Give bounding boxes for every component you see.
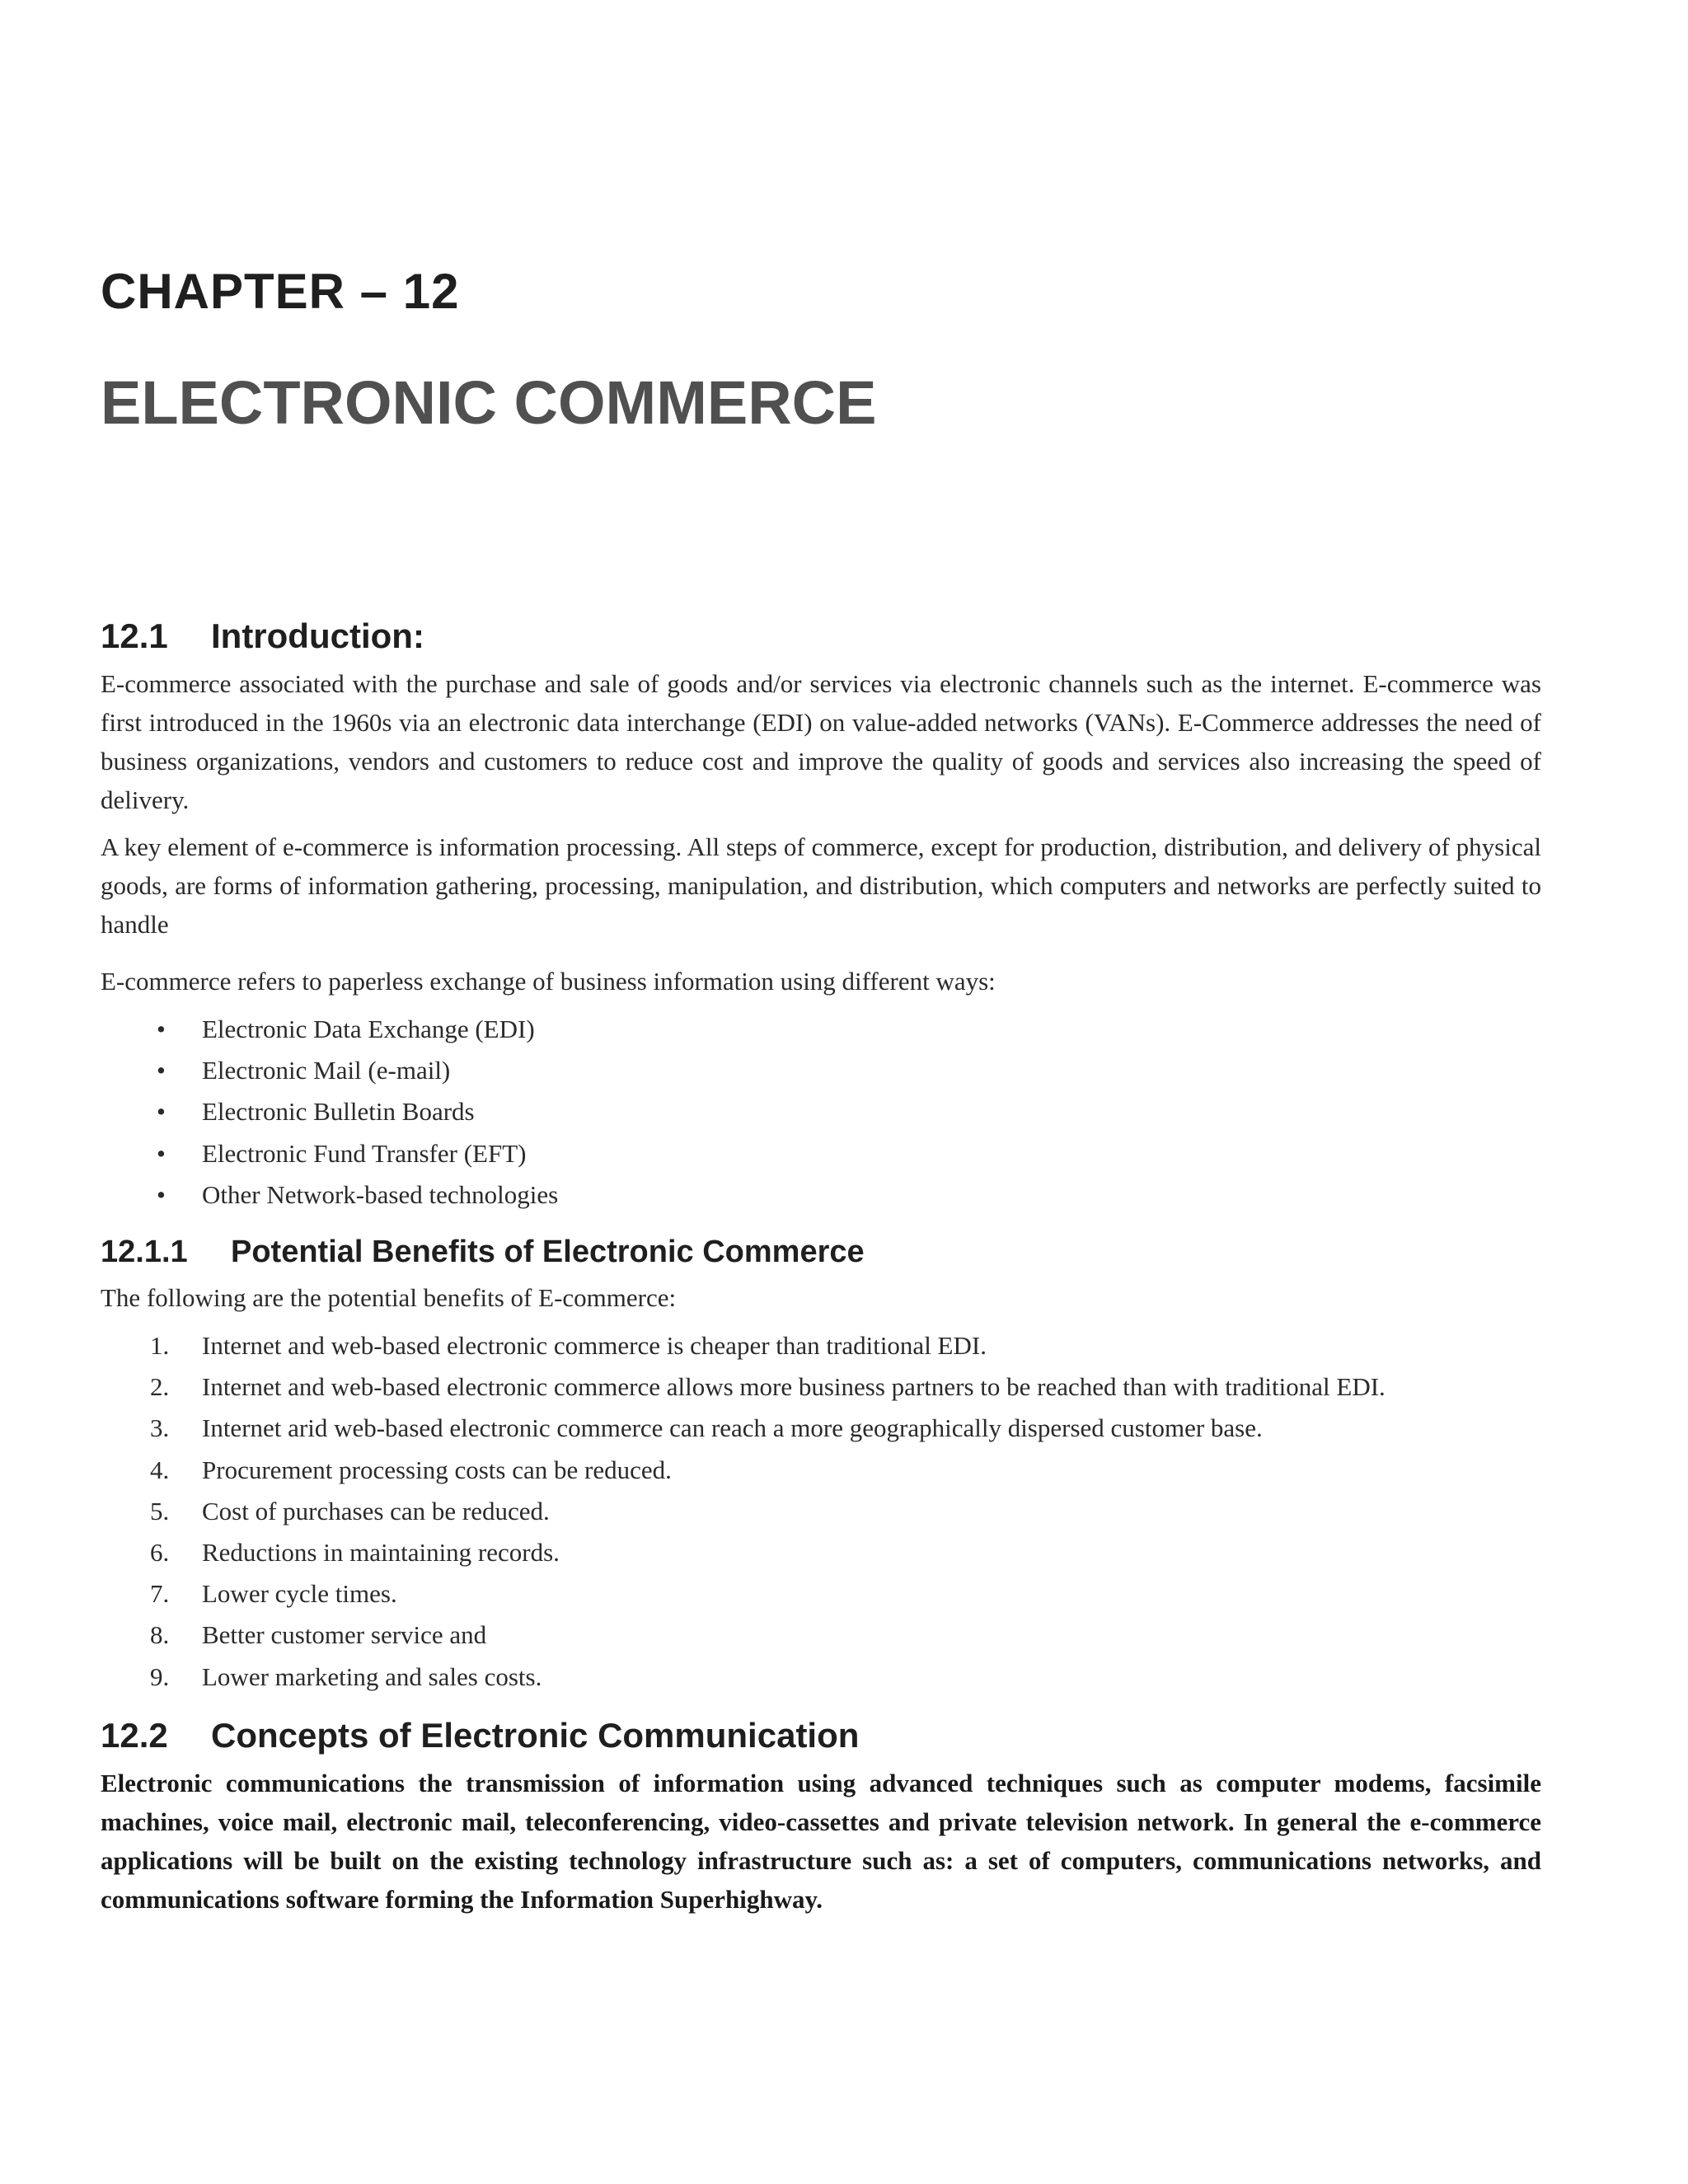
bullet-icon: •	[157, 1056, 166, 1085]
list-item-text: Lower cycle times.	[202, 1579, 397, 1609]
list-item-text: Internet arid web-based electronic commerce can reach a more geographically dispersed customer base.	[202, 1413, 1263, 1443]
list-item-text: Internet and web-based electronic commerce allows more business partners to be reached than with traditional EDI.	[202, 1372, 1386, 1402]
section-number: 12.2	[101, 1715, 168, 1755]
list-item-text: Procurement processing costs can be reduced.	[202, 1455, 672, 1484]
list-number: 5.	[150, 1496, 170, 1526]
list-item	[101, 1573, 1541, 1615]
section-title: Potential Benefits of Electronic Commerce	[231, 1235, 865, 1270]
chapter-content	[101, 613, 1541, 1919]
list-item-text: Cost of purchases can be reduced.	[202, 1496, 550, 1526]
list-item-text: Lower marketing and sales costs.	[202, 1661, 542, 1691]
chapter-label: CHAPTER – 12	[101, 264, 460, 319]
list-item-text: Better customer service and	[202, 1620, 487, 1650]
list-number: 7.	[150, 1579, 170, 1609]
list-number: 3.	[150, 1413, 170, 1443]
intro-paragraph-2: A key element of e-commerce is information processing. All steps of commerce, except for production, distribution, and delivery of physical goods, are forms of information gathering, processing, manipulation, and distribution, which computers and networks are perfectly suited to handle	[101, 832, 1541, 939]
benefits-lead: The following are the potential benefits of E-commerce:	[101, 1283, 677, 1313]
list-item-text: Other Network-based technologies	[202, 1179, 559, 1209]
list-item	[101, 1450, 1541, 1491]
list-item-text: Reductions in maintaining records.	[202, 1538, 560, 1568]
list-item	[101, 1491, 1541, 1532]
bullet-icon: •	[157, 1179, 166, 1209]
list-item	[101, 1050, 1541, 1091]
concepts-paragraph: Electronic communications the transmission of information using advanced techniques such as computer modems, facsimile machines, voice mail, electronic mail, teleconferencing, video-cassettes and private television network. In general the e-commerce applications will be built on the existing technology infrastructure such as: a set of computers, communications networks, and communications software forming the Information Superhighway.	[101, 1768, 1541, 1914]
ecommerce-ways-list	[101, 1009, 1541, 1216]
list-number: 9.	[150, 1661, 170, 1691]
bullet-icon: •	[157, 1138, 166, 1168]
list-item	[101, 1091, 1541, 1132]
intro-paragraph-1: E-commerce associated with the purchase and sale of goods and/or services via electronic channels such as the internet. E-commerce was first introduced in the 1960s via an electronic data interchange (EDI) on value-added networks (VANs). E-Commerce addresses the need of business organizations, vendors and customers to reduce cost and improve the quality of goods and services also increasing the speed of delivery.	[101, 669, 1541, 814]
list-number: 4.	[150, 1455, 170, 1484]
section-title: Concepts of Electronic Communication	[211, 1715, 860, 1755]
section-number: 12.1.1	[101, 1235, 188, 1270]
section-heading-concepts	[101, 1713, 1541, 1759]
list-item	[101, 1366, 1541, 1408]
list-number: 8.	[150, 1620, 170, 1650]
list-number: 6.	[150, 1538, 170, 1568]
list-item	[101, 1174, 1541, 1216]
list-item	[101, 1408, 1541, 1449]
section-heading-introduction	[101, 613, 1541, 659]
section-number: 12.1	[101, 616, 168, 655]
list-item-text: Electronic Data Exchange (EDI)	[202, 1015, 535, 1043]
benefits-list	[101, 1325, 1541, 1698]
section-heading-benefits	[101, 1230, 1541, 1273]
list-item-text: Electronic Mail (e-mail)	[202, 1056, 451, 1085]
intro-paragraph-3: E-commerce refers to paperless exchange of business information using different ways:	[101, 967, 996, 996]
list-number: 1.	[150, 1331, 170, 1361]
bullet-icon: •	[157, 1015, 166, 1043]
list-item	[101, 1615, 1541, 1656]
list-item-text: Electronic Fund Transfer (EFT)	[202, 1138, 527, 1168]
list-item	[101, 1532, 1541, 1573]
list-item	[101, 1325, 1541, 1366]
chapter-title: ELECTRONIC COMMERCE	[101, 368, 877, 437]
section-title: Introduction:	[211, 616, 424, 655]
list-number: 2.	[150, 1372, 170, 1402]
list-item	[101, 1009, 1541, 1050]
list-item-text: Internet and web-based electronic commerce is cheaper than traditional EDI.	[202, 1331, 987, 1361]
list-item	[101, 1133, 1541, 1174]
list-item	[101, 1657, 1541, 1698]
list-item-text: Electronic Bulletin Boards	[202, 1097, 475, 1127]
bullet-icon: •	[157, 1097, 166, 1127]
